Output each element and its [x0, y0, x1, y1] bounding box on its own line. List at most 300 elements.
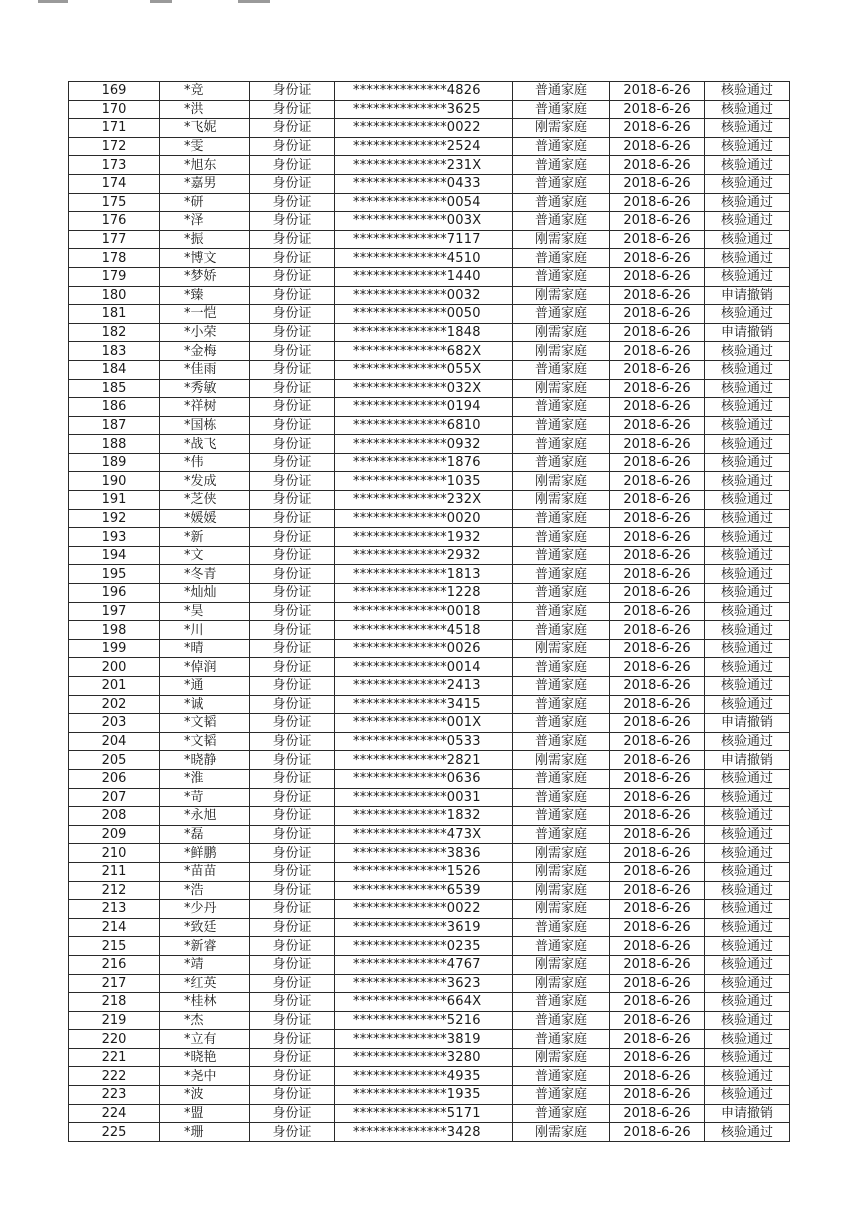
- date: 2018-6-26: [610, 714, 705, 733]
- id-number: **************1228: [335, 584, 513, 603]
- applicant-name: *雯: [160, 137, 250, 156]
- table-row: [69, 323, 790, 342]
- table-row: [69, 974, 790, 993]
- household-category: 普通家庭: [513, 305, 610, 324]
- applicant-name: *飞妮: [160, 119, 250, 138]
- date: 2018-6-26: [610, 918, 705, 937]
- id-number: **************1876: [335, 453, 513, 472]
- household-category: 刚需家庭: [513, 323, 610, 342]
- verification-status: 核验通过: [705, 862, 790, 881]
- date: 2018-6-26: [610, 658, 705, 677]
- row-number: 200: [69, 658, 160, 677]
- verification-status: 核验通过: [705, 509, 790, 528]
- table-row: [69, 565, 790, 584]
- id-number: **************0020: [335, 509, 513, 528]
- scan-mark: [38, 0, 68, 3]
- household-category: 普通家庭: [513, 1086, 610, 1105]
- verification-status: 核验通过: [705, 1030, 790, 1049]
- applicant-name: *昊: [160, 602, 250, 621]
- applicant-name: *川: [160, 621, 250, 640]
- row-number: 193: [69, 528, 160, 547]
- id-number: **************0026: [335, 639, 513, 658]
- id-type: 身份证: [250, 435, 335, 454]
- id-type: 身份证: [250, 528, 335, 547]
- id-number: **************7117: [335, 230, 513, 249]
- id-type: 身份证: [250, 1104, 335, 1123]
- verification-status: 核验通过: [705, 639, 790, 658]
- household-category: 普通家庭: [513, 918, 610, 937]
- row-number: 187: [69, 416, 160, 435]
- id-number: **************1935: [335, 1086, 513, 1105]
- row-number: 192: [69, 509, 160, 528]
- id-number: **************5171: [335, 1104, 513, 1123]
- id-type: 身份证: [250, 323, 335, 342]
- table-row: [69, 305, 790, 324]
- table-row: [69, 1011, 790, 1030]
- date: 2018-6-26: [610, 1086, 705, 1105]
- date: 2018-6-26: [610, 937, 705, 956]
- id-type: 身份证: [250, 825, 335, 844]
- household-category: 普通家庭: [513, 193, 610, 212]
- verification-status: 核验通过: [705, 360, 790, 379]
- applicant-name: *研: [160, 193, 250, 212]
- id-number: **************032X: [335, 379, 513, 398]
- row-number: 225: [69, 1123, 160, 1142]
- id-type: 身份证: [250, 937, 335, 956]
- verification-status: 核验通过: [705, 825, 790, 844]
- household-category: 普通家庭: [513, 807, 610, 826]
- id-number: **************6539: [335, 881, 513, 900]
- row-number: 207: [69, 788, 160, 807]
- household-category: 普通家庭: [513, 546, 610, 565]
- table-row: [69, 100, 790, 119]
- verification-status: 核验通过: [705, 528, 790, 547]
- table-row: [69, 82, 790, 101]
- row-number: 210: [69, 844, 160, 863]
- verification-status: 申请撤销: [705, 323, 790, 342]
- id-type: 身份证: [250, 695, 335, 714]
- row-number: 222: [69, 1067, 160, 1086]
- verification-status: 核验通过: [705, 1086, 790, 1105]
- table-row: [69, 491, 790, 510]
- applicant-name: *永旭: [160, 807, 250, 826]
- verification-status: 核验通过: [705, 732, 790, 751]
- table-row: [69, 621, 790, 640]
- household-category: 刚需家庭: [513, 342, 610, 361]
- verification-status: 核验通过: [705, 398, 790, 417]
- applicant-name: *磊: [160, 825, 250, 844]
- household-category: 普通家庭: [513, 1011, 610, 1030]
- verification-status: 核验通过: [705, 937, 790, 956]
- household-category: 普通家庭: [513, 695, 610, 714]
- household-category: 普通家庭: [513, 658, 610, 677]
- applicant-name: *发成: [160, 472, 250, 491]
- row-number: 195: [69, 565, 160, 584]
- row-number: 185: [69, 379, 160, 398]
- applicant-name: *淮: [160, 769, 250, 788]
- table-row: [69, 1104, 790, 1123]
- table-row: [69, 825, 790, 844]
- date: 2018-6-26: [610, 639, 705, 658]
- table-row: [69, 639, 790, 658]
- applicant-name: *波: [160, 1086, 250, 1105]
- date: 2018-6-26: [610, 677, 705, 696]
- row-number: 212: [69, 881, 160, 900]
- row-number: 183: [69, 342, 160, 361]
- table-row: [69, 918, 790, 937]
- date: 2018-6-26: [610, 379, 705, 398]
- applicant-name: *立有: [160, 1030, 250, 1049]
- id-number: **************682X: [335, 342, 513, 361]
- row-number: 215: [69, 937, 160, 956]
- household-category: 普通家庭: [513, 137, 610, 156]
- household-category: 普通家庭: [513, 435, 610, 454]
- applicant-name: *泽: [160, 212, 250, 231]
- date: 2018-6-26: [610, 323, 705, 342]
- applicant-name: *梦娇: [160, 267, 250, 286]
- row-number: 190: [69, 472, 160, 491]
- id-type: 身份证: [250, 974, 335, 993]
- applicant-name: *珊: [160, 1123, 250, 1142]
- verification-status: 核验通过: [705, 695, 790, 714]
- date: 2018-6-26: [610, 621, 705, 640]
- date: 2018-6-26: [610, 230, 705, 249]
- date: 2018-6-26: [610, 156, 705, 175]
- verification-status: 核验通过: [705, 193, 790, 212]
- date: 2018-6-26: [610, 732, 705, 751]
- row-number: 206: [69, 769, 160, 788]
- row-number: 203: [69, 714, 160, 733]
- date: 2018-6-26: [610, 1067, 705, 1086]
- household-category: 刚需家庭: [513, 639, 610, 658]
- row-number: 214: [69, 918, 160, 937]
- table-row: [69, 658, 790, 677]
- row-number: 223: [69, 1086, 160, 1105]
- id-type: 身份证: [250, 900, 335, 919]
- verification-status: 核验通过: [705, 621, 790, 640]
- id-type: 身份证: [250, 993, 335, 1012]
- id-type: 身份证: [250, 1030, 335, 1049]
- date: 2018-6-26: [610, 1048, 705, 1067]
- household-category: 普通家庭: [513, 100, 610, 119]
- table-row: [69, 993, 790, 1012]
- table-row: [69, 695, 790, 714]
- verification-status: 核验通过: [705, 584, 790, 603]
- id-number: **************4518: [335, 621, 513, 640]
- id-type: 身份证: [250, 379, 335, 398]
- table-row: [69, 714, 790, 733]
- table-row: [69, 677, 790, 696]
- scan-mark: [150, 0, 172, 3]
- table-row: [69, 286, 790, 305]
- date: 2018-6-26: [610, 528, 705, 547]
- id-type: 身份证: [250, 955, 335, 974]
- verification-status: 核验通过: [705, 769, 790, 788]
- applicant-name: *冬青: [160, 565, 250, 584]
- date: 2018-6-26: [610, 584, 705, 603]
- applicant-name: *新睿: [160, 937, 250, 956]
- id-number: **************0054: [335, 193, 513, 212]
- row-number: 179: [69, 267, 160, 286]
- id-type: 身份证: [250, 714, 335, 733]
- verification-status: 核验通过: [705, 658, 790, 677]
- id-type: 身份证: [250, 621, 335, 640]
- date: 2018-6-26: [610, 398, 705, 417]
- row-number: 184: [69, 360, 160, 379]
- applicant-name: *佳雨: [160, 360, 250, 379]
- verification-status: 核验通过: [705, 137, 790, 156]
- id-type: 身份证: [250, 862, 335, 881]
- row-number: 169: [69, 82, 160, 101]
- applicant-name: *倬润: [160, 658, 250, 677]
- id-type: 身份证: [250, 751, 335, 770]
- date: 2018-6-26: [610, 565, 705, 584]
- verification-status: 核验通过: [705, 342, 790, 361]
- row-number: 196: [69, 584, 160, 603]
- row-number: 202: [69, 695, 160, 714]
- id-number: **************3415: [335, 695, 513, 714]
- applicant-name: *博文: [160, 249, 250, 268]
- applicant-table-grid: [68, 81, 790, 1142]
- id-type: 身份证: [250, 174, 335, 193]
- table-row: [69, 1086, 790, 1105]
- verification-status: 核验通过: [705, 1123, 790, 1142]
- household-category: 普通家庭: [513, 937, 610, 956]
- applicant-name: *臻: [160, 286, 250, 305]
- table-row: [69, 398, 790, 417]
- applicant-name: *浩: [160, 881, 250, 900]
- id-type: 身份证: [250, 918, 335, 937]
- household-category: 普通家庭: [513, 267, 610, 286]
- applicant-name: *金梅: [160, 342, 250, 361]
- id-type: 身份证: [250, 100, 335, 119]
- applicant-table: [68, 81, 784, 1142]
- date: 2018-6-26: [610, 974, 705, 993]
- verification-status: 核验通过: [705, 993, 790, 1012]
- date: 2018-6-26: [610, 1030, 705, 1049]
- household-category: 普通家庭: [513, 732, 610, 751]
- table-row: [69, 249, 790, 268]
- row-number: 173: [69, 156, 160, 175]
- row-number: 172: [69, 137, 160, 156]
- id-number: **************2524: [335, 137, 513, 156]
- household-category: 普通家庭: [513, 82, 610, 101]
- row-number: 213: [69, 900, 160, 919]
- row-number: 209: [69, 825, 160, 844]
- id-type: 身份证: [250, 788, 335, 807]
- id-type: 身份证: [250, 212, 335, 231]
- id-type: 身份证: [250, 769, 335, 788]
- table-row: [69, 137, 790, 156]
- table-row: [69, 453, 790, 472]
- id-type: 身份证: [250, 156, 335, 175]
- household-category: 刚需家庭: [513, 862, 610, 881]
- date: 2018-6-26: [610, 360, 705, 379]
- row-number: 218: [69, 993, 160, 1012]
- row-number: 182: [69, 323, 160, 342]
- id-type: 身份证: [250, 137, 335, 156]
- date: 2018-6-26: [610, 695, 705, 714]
- date: 2018-6-26: [610, 82, 705, 101]
- table-row: [69, 807, 790, 826]
- date: 2018-6-26: [610, 416, 705, 435]
- id-number: **************1813: [335, 565, 513, 584]
- date: 2018-6-26: [610, 137, 705, 156]
- table-row: [69, 1030, 790, 1049]
- id-type: 身份证: [250, 1067, 335, 1086]
- table-row: [69, 342, 790, 361]
- id-number: **************4510: [335, 249, 513, 268]
- date: 2018-6-26: [610, 435, 705, 454]
- row-number: 220: [69, 1030, 160, 1049]
- household-category: 普通家庭: [513, 509, 610, 528]
- date: 2018-6-26: [610, 1123, 705, 1142]
- household-category: 刚需家庭: [513, 881, 610, 900]
- applicant-name: *晴: [160, 639, 250, 658]
- household-category: 普通家庭: [513, 993, 610, 1012]
- id-type: 身份证: [250, 677, 335, 696]
- household-category: 刚需家庭: [513, 230, 610, 249]
- id-type: 身份证: [250, 286, 335, 305]
- id-number: **************5216: [335, 1011, 513, 1030]
- household-category: 普通家庭: [513, 1067, 610, 1086]
- table-row: [69, 788, 790, 807]
- table-row: [69, 379, 790, 398]
- household-category: 刚需家庭: [513, 751, 610, 770]
- household-category: 普通家庭: [513, 156, 610, 175]
- household-category: 刚需家庭: [513, 379, 610, 398]
- applicant-name: *洪: [160, 100, 250, 119]
- household-category: 普通家庭: [513, 584, 610, 603]
- id-number: **************1932: [335, 528, 513, 547]
- id-type: 身份证: [250, 342, 335, 361]
- applicant-name: *振: [160, 230, 250, 249]
- id-type: 身份证: [250, 119, 335, 138]
- id-type: 身份证: [250, 82, 335, 101]
- verification-status: 核验通过: [705, 435, 790, 454]
- row-number: 216: [69, 955, 160, 974]
- row-number: 219: [69, 1011, 160, 1030]
- table-row: [69, 360, 790, 379]
- id-number: **************0022: [335, 900, 513, 919]
- date: 2018-6-26: [610, 825, 705, 844]
- row-number: 197: [69, 602, 160, 621]
- applicant-name: *一恺: [160, 305, 250, 324]
- applicant-name: *秀敏: [160, 379, 250, 398]
- date: 2018-6-26: [610, 453, 705, 472]
- id-number: **************0533: [335, 732, 513, 751]
- verification-status: 核验通过: [705, 955, 790, 974]
- table-row: [69, 844, 790, 863]
- date: 2018-6-26: [610, 751, 705, 770]
- date: 2018-6-26: [610, 472, 705, 491]
- id-number: **************2413: [335, 677, 513, 696]
- date: 2018-6-26: [610, 881, 705, 900]
- row-number: 189: [69, 453, 160, 472]
- id-type: 身份证: [250, 453, 335, 472]
- applicant-name: *桂林: [160, 993, 250, 1012]
- verification-status: 申请撤销: [705, 751, 790, 770]
- table-row: [69, 416, 790, 435]
- date: 2018-6-26: [610, 305, 705, 324]
- table-row: [69, 881, 790, 900]
- verification-status: 核验通过: [705, 918, 790, 937]
- applicant-name: *国栋: [160, 416, 250, 435]
- id-type: 身份证: [250, 584, 335, 603]
- household-category: 普通家庭: [513, 528, 610, 547]
- applicant-name: *通: [160, 677, 250, 696]
- id-type: 身份证: [250, 491, 335, 510]
- date: 2018-6-26: [610, 807, 705, 826]
- table-row: [69, 509, 790, 528]
- id-number: **************3819: [335, 1030, 513, 1049]
- id-type: 身份证: [250, 249, 335, 268]
- id-number: **************4767: [335, 955, 513, 974]
- id-number: **************1526: [335, 862, 513, 881]
- household-category: 刚需家庭: [513, 900, 610, 919]
- verification-status: 核验通过: [705, 807, 790, 826]
- date: 2018-6-26: [610, 955, 705, 974]
- applicant-name: *尧中: [160, 1067, 250, 1086]
- row-number: 201: [69, 677, 160, 696]
- id-number: **************3619: [335, 918, 513, 937]
- id-number: **************4935: [335, 1067, 513, 1086]
- date: 2018-6-26: [610, 788, 705, 807]
- id-type: 身份证: [250, 881, 335, 900]
- household-category: 普通家庭: [513, 212, 610, 231]
- table-row: [69, 732, 790, 751]
- date: 2018-6-26: [610, 862, 705, 881]
- verification-status: 核验通过: [705, 900, 790, 919]
- id-type: 身份证: [250, 360, 335, 379]
- row-number: 194: [69, 546, 160, 565]
- id-type: 身份证: [250, 472, 335, 491]
- id-type: 身份证: [250, 398, 335, 417]
- table-row: [69, 1067, 790, 1086]
- table-row: [69, 862, 790, 881]
- date: 2018-6-26: [610, 212, 705, 231]
- id-type: 身份证: [250, 1123, 335, 1142]
- row-number: 188: [69, 435, 160, 454]
- applicant-name: *少丹: [160, 900, 250, 919]
- id-type: 身份证: [250, 267, 335, 286]
- row-number: 175: [69, 193, 160, 212]
- date: 2018-6-26: [610, 1104, 705, 1123]
- table-row: [69, 528, 790, 547]
- id-number: **************001X: [335, 714, 513, 733]
- applicant-name: *嘉男: [160, 174, 250, 193]
- applicant-name: *祥树: [160, 398, 250, 417]
- id-type: 身份证: [250, 230, 335, 249]
- id-number: **************3280: [335, 1048, 513, 1067]
- household-category: 普通家庭: [513, 565, 610, 584]
- id-type: 身份证: [250, 658, 335, 677]
- id-number: **************0194: [335, 398, 513, 417]
- id-type: 身份证: [250, 546, 335, 565]
- applicant-name: *小荣: [160, 323, 250, 342]
- applicant-name: *芝侠: [160, 491, 250, 510]
- applicant-name: *灿灿: [160, 584, 250, 603]
- row-number: 178: [69, 249, 160, 268]
- id-type: 身份证: [250, 844, 335, 863]
- applicant-name: *盟: [160, 1104, 250, 1123]
- row-number: 208: [69, 807, 160, 826]
- row-number: 174: [69, 174, 160, 193]
- household-category: 刚需家庭: [513, 286, 610, 305]
- household-category: 刚需家庭: [513, 472, 610, 491]
- date: 2018-6-26: [610, 100, 705, 119]
- table-row: [69, 602, 790, 621]
